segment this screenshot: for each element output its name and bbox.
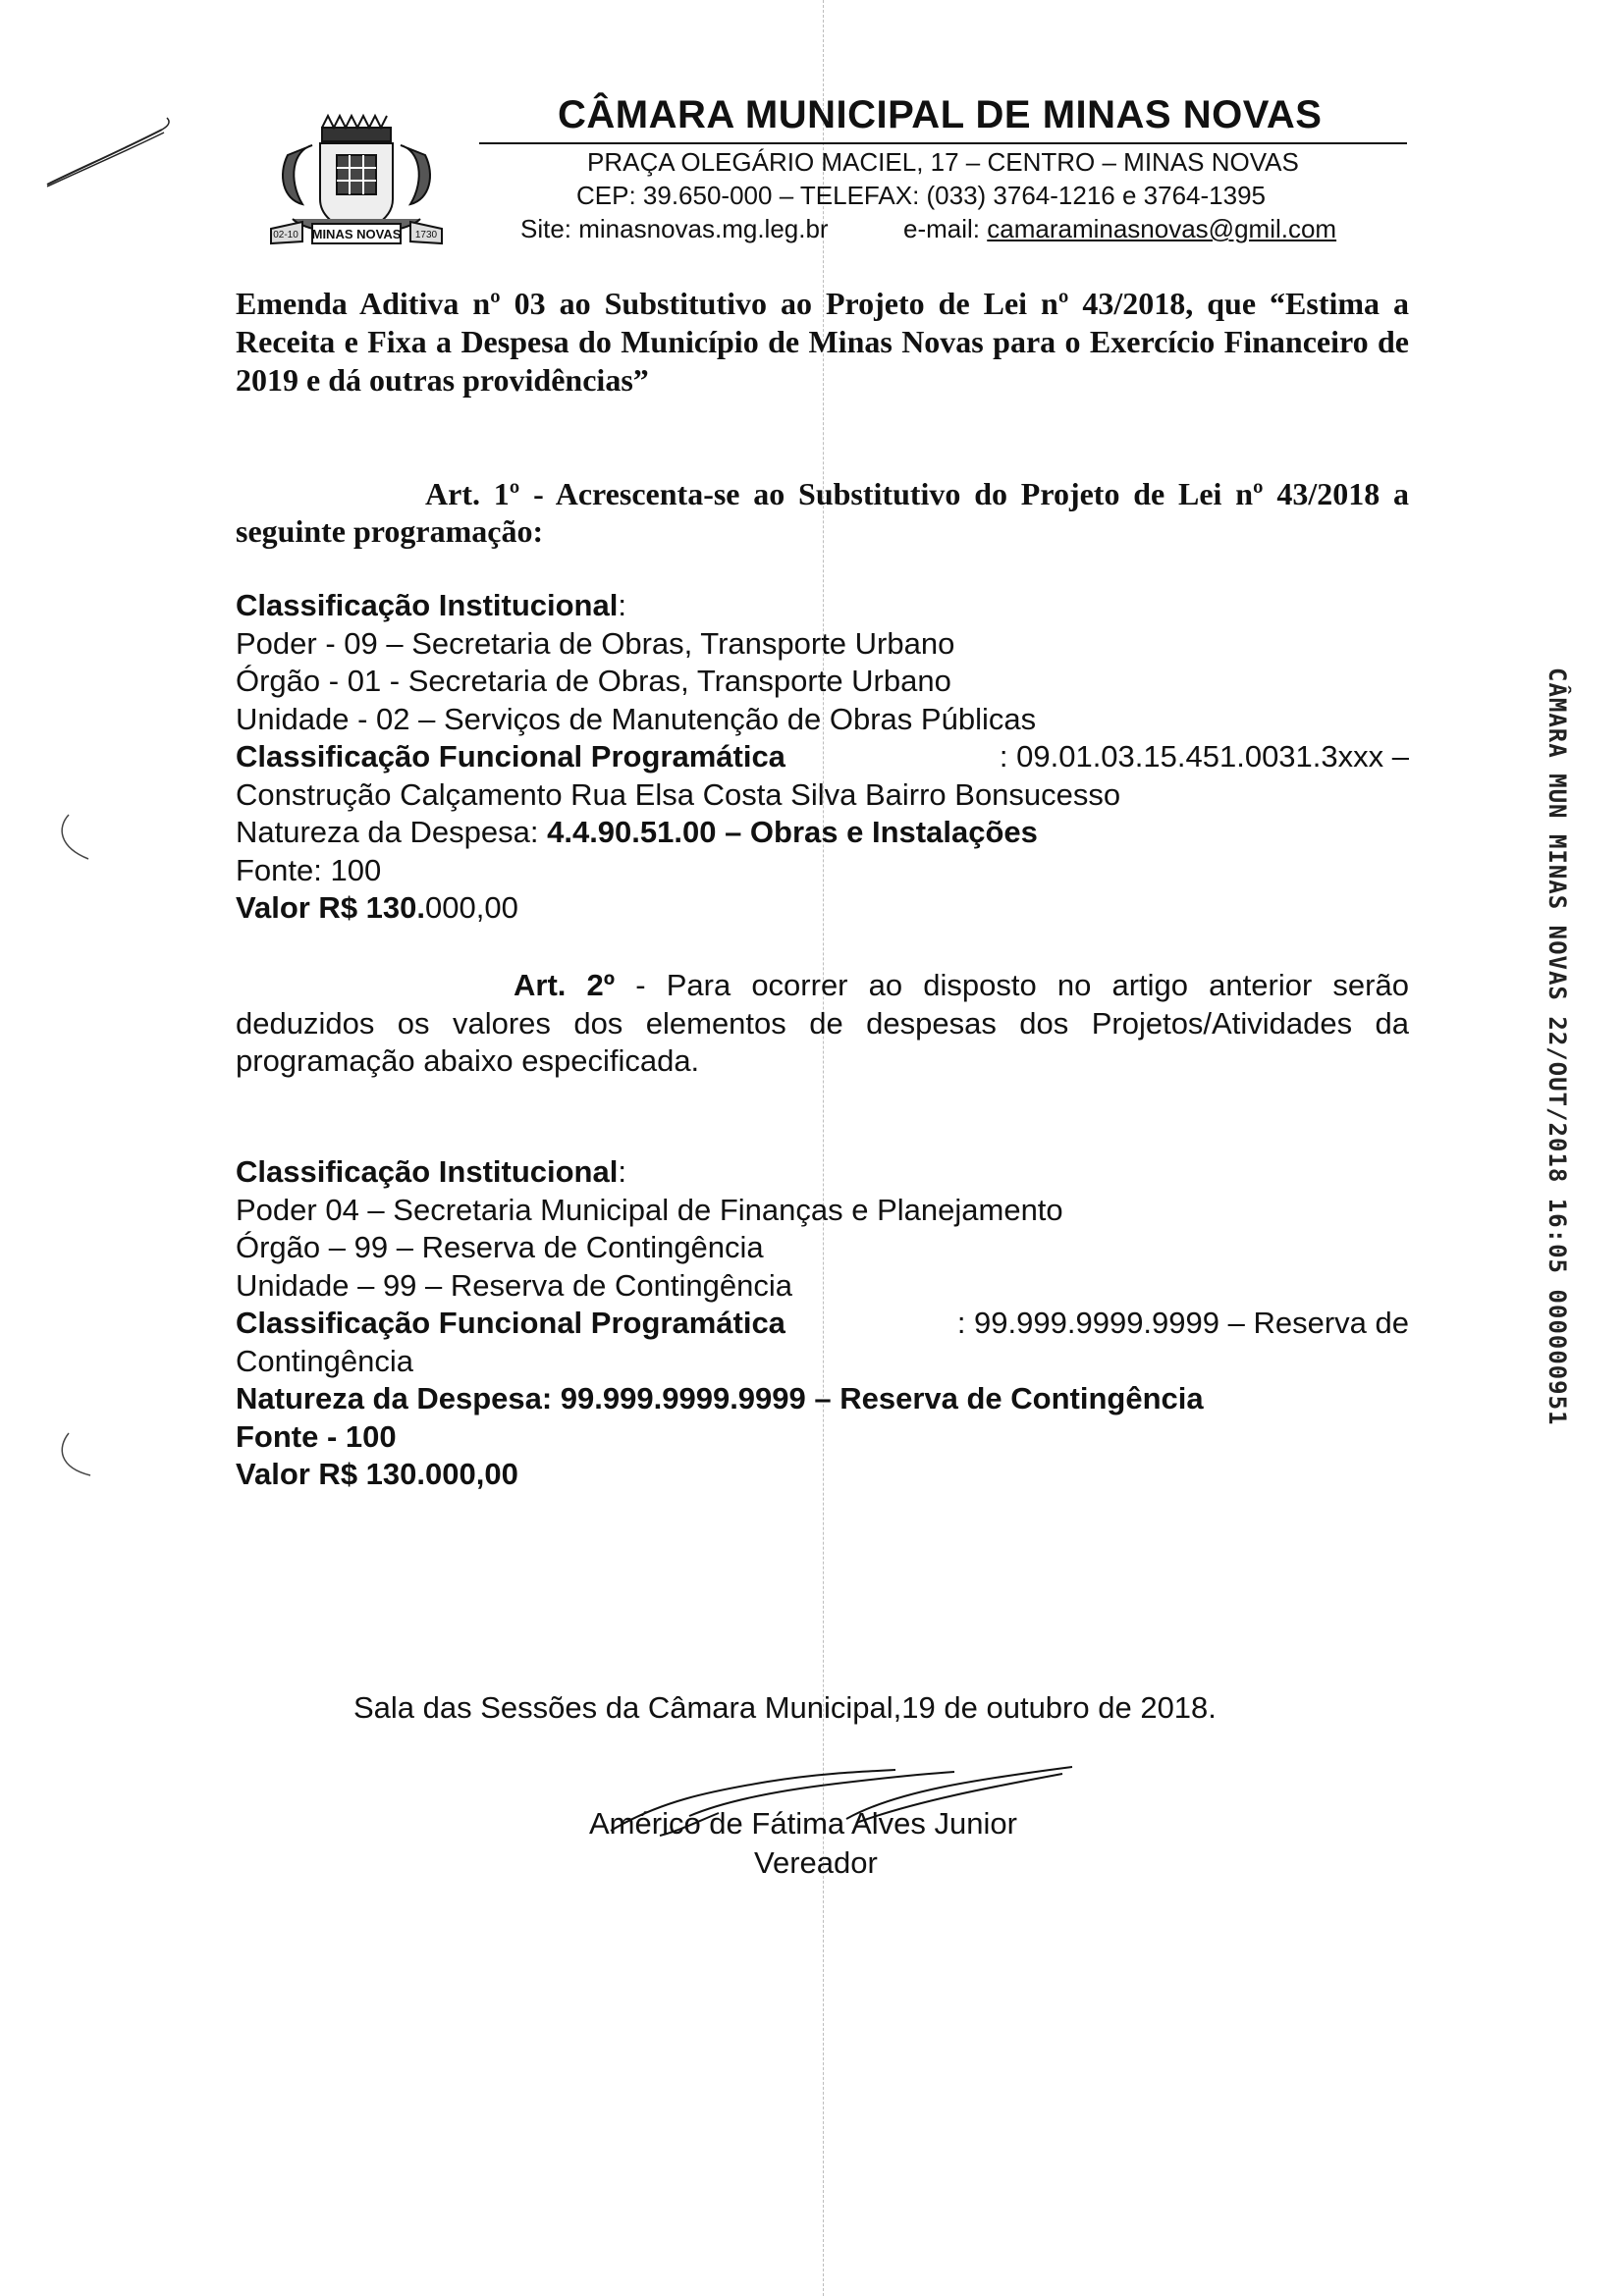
institutional-heading: Classificação Institucional: xyxy=(236,1154,626,1189)
valor-line: Valor R$ 130.000,00 xyxy=(236,1457,518,1491)
svg-text:02-10: 02-10 xyxy=(273,230,298,240)
email-link[interactable]: camaraminasnovas@gmil.com xyxy=(987,214,1337,243)
protocol-stamp xyxy=(1543,667,1573,1426)
functional-programmatic-line: Classificação Funcional Programática : 09.01.03.15.451.0031.3xxx – xyxy=(236,739,1409,774)
unidade-line: Unidade – 99 – Reserva de Contingência xyxy=(236,1267,792,1303)
poder-line: Poder 04 – Secretaria Municipal de Finanças e Planejamento xyxy=(236,1192,1063,1227)
margin-scan-mark xyxy=(29,810,98,869)
signer-name: Américo de Fátima Alves Junior xyxy=(589,1806,1017,1841)
svg-text:MINAS NOVAS: MINAS NOVAS xyxy=(311,227,402,241)
fonte-line: Fonte - 100 xyxy=(236,1418,397,1454)
header-email xyxy=(903,214,1336,244)
poder-line: Poder - 09 – Secretaria de Obras, Transporte Urbano xyxy=(236,625,955,661)
svg-text:1730: 1730 xyxy=(414,230,438,240)
natureza-line: Natureza da Despesa: 4.4.90.51.00 – Obras e Instalações xyxy=(236,815,1038,849)
unidade-line: Unidade - 02 – Serviços de Manutenção de Obras Públicas xyxy=(236,701,1037,736)
header-address: PRAÇA OLEGÁRIO MACIEL, 17 – CENTRO – MINAS NOVAS xyxy=(587,147,1299,177)
session-place-date: Sala das Sessões da Câmara Municipal,19 de outubro de 2018. xyxy=(353,1690,1217,1725)
protocol-stamp-text: CÂMARA MUN MINAS NOVAS 22/OUT/2018 16:05 000000951 xyxy=(1543,667,1571,1426)
signer-role: Vereador xyxy=(754,1845,878,1880)
functional-programmatic-line: Classificação Funcional Programática : 99.999.9999.9999 – Reserva de xyxy=(236,1306,1409,1340)
orgao-line: Órgão – 99 – Reserva de Contingência xyxy=(236,1230,764,1264)
email-label: e-mail: xyxy=(903,214,981,243)
municipal-crest-emblem xyxy=(253,106,460,253)
article-2: Art. 2º - Para ocorrer ao disposto no artigo anterior serão deduzidos os valores dos elementos de despesas dos Projetos/Atividades da programação abaixo especificada. xyxy=(236,968,1409,1078)
fonte-line: Fonte: 100 xyxy=(236,852,382,887)
chamber-title: CÂMARA MUNICIPAL DE MINAS NOVAS xyxy=(558,93,1323,136)
pen-stroke-mark xyxy=(39,108,177,196)
valor-line: Valor R$ 130.000,00 xyxy=(236,890,518,925)
classification-block-2 xyxy=(236,1153,1409,1494)
header-cep-phone: CEP: 39.650-000 – TELEFAX: (033) 3764-1216 e 3764-1395 xyxy=(576,181,1267,210)
natureza-line: Natureza da Despesa: 99.999.9999.9999 – Reserva de Contingência xyxy=(236,1381,1204,1415)
institutional-heading: Classificação Institucional: xyxy=(236,588,626,622)
header-site: Site: minasnovas.mg.leg.br xyxy=(520,214,829,243)
functional-continuation: Contingência xyxy=(236,1343,413,1378)
margin-scan-mark xyxy=(29,1428,98,1487)
amendment-summary: Emenda Aditiva nº 03 ao Substitutivo ao Projeto de Lei nº 43/2018, que “Estima a Receita e Fixa a Despesa do Município de Minas Novas para o Exercício Financeiro de 2019 e dá outras providências” xyxy=(236,286,1409,398)
functional-continuation: Construção Calçamento Rua Elsa Costa Silva Bairro Bonsucesso xyxy=(236,776,1121,812)
classification-block-1 xyxy=(236,587,1409,928)
header-rule xyxy=(479,142,1407,144)
article-1: Art. 1º - Acrescenta-se ao Substitutivo do Projeto de Lei nº 43/2018 a seguinte programação: xyxy=(236,476,1409,549)
orgao-line: Órgão - 01 - Secretaria de Obras, Transporte Urbano xyxy=(236,664,951,698)
